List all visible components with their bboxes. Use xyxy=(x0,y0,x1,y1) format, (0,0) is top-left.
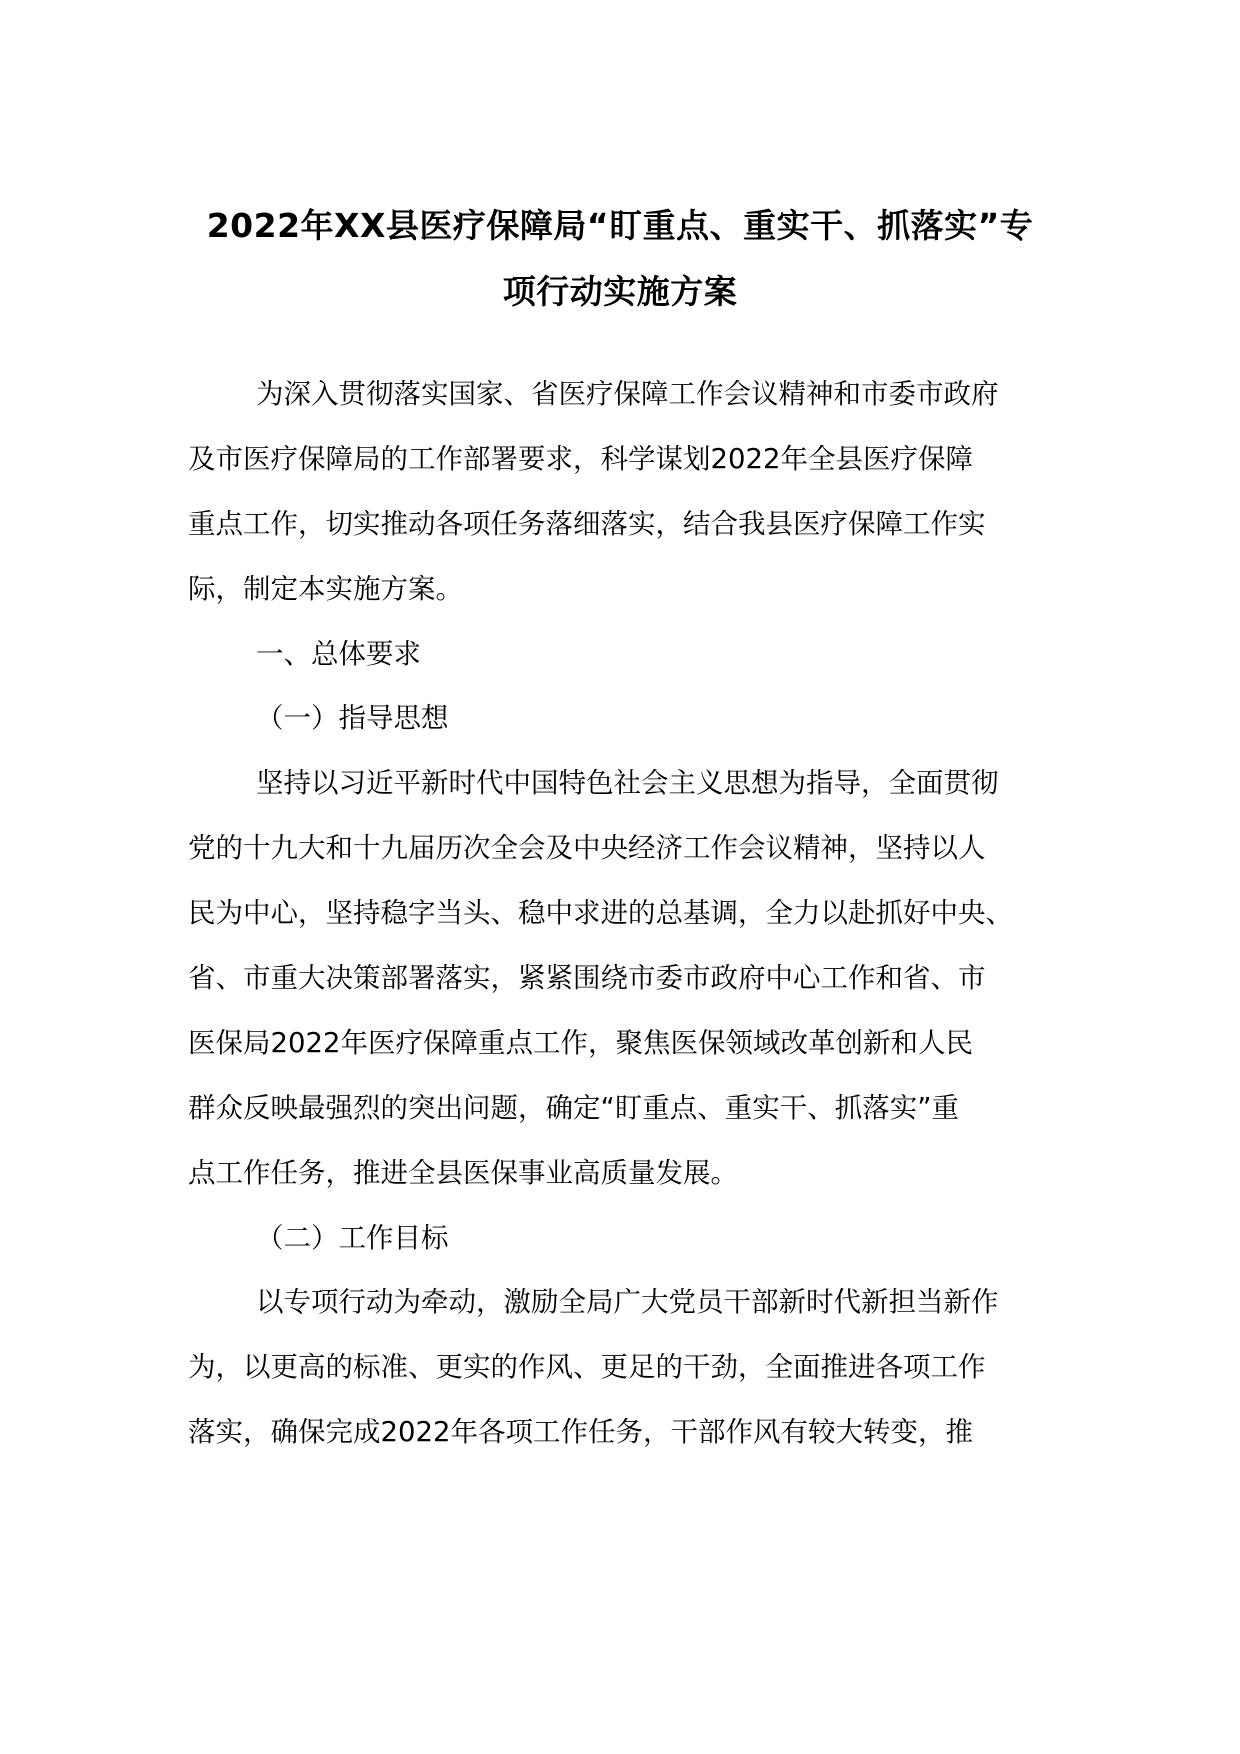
body-line: 为深入贯彻落实国家、省医疗保障工作会议精神和市委市政府 xyxy=(256,378,999,410)
body-line: 党的十九大和十九届历次全会及中央经济工作会议精神，坚持以人 xyxy=(188,832,986,865)
body-line: 及市医疗保障局的工作部署要求，科学谋划2022年全县医疗保障 xyxy=(188,442,973,475)
body-line: 际，制定本实施方案。 xyxy=(188,572,463,605)
body-line: 重点工作，切实推动各项任务落细落实，结合我县医疗保障工作实 xyxy=(188,507,986,540)
body-line: （一）指导思想 xyxy=(256,702,449,735)
body-line: 坚持以习近平新时代中国特色社会主义思想为指导，全面贯彻 xyxy=(256,767,999,800)
body-line: 落实，确保完成2022年各项工作任务，干部作风有较大转变，推 xyxy=(188,1416,973,1449)
body-line: 省、市重大决策部署落实，紧紧围绕市委市政府中心工作和省、市 xyxy=(188,962,986,995)
document-body xyxy=(188,362,1068,1465)
body-line: 民为中心，坚持稳字当头、稳中求进的总基调，全力以赴抓好中央、 xyxy=(188,897,1013,930)
document-title xyxy=(150,193,1090,325)
body-line: 点工作任务，推进全县医保事业高质量发展。 xyxy=(188,1156,738,1189)
body-line: 以专项行动为牵动，激励全局广大党员干部新时代新担当新作 xyxy=(256,1286,999,1319)
body-line: 群众反映最强烈的突出问题，确定“盯重点、重实干、抓落实”重 xyxy=(188,1091,959,1124)
body-line: （二）工作目标 xyxy=(256,1221,449,1254)
body-line: 医保局2022年医疗保障重点工作，聚焦医保领域改革创新和人民 xyxy=(188,1026,973,1059)
title-line: 2022年XX县医疗保障局“盯重点、重实干、抓落实”专 xyxy=(206,206,1034,245)
body-line: 为，以更高的标准、更实的作风、更足的干劲，全面推进各项工作 xyxy=(188,1351,986,1384)
body-line: 一、总体要求 xyxy=(256,637,421,670)
title-line: 项行动实施方案 xyxy=(502,272,738,311)
